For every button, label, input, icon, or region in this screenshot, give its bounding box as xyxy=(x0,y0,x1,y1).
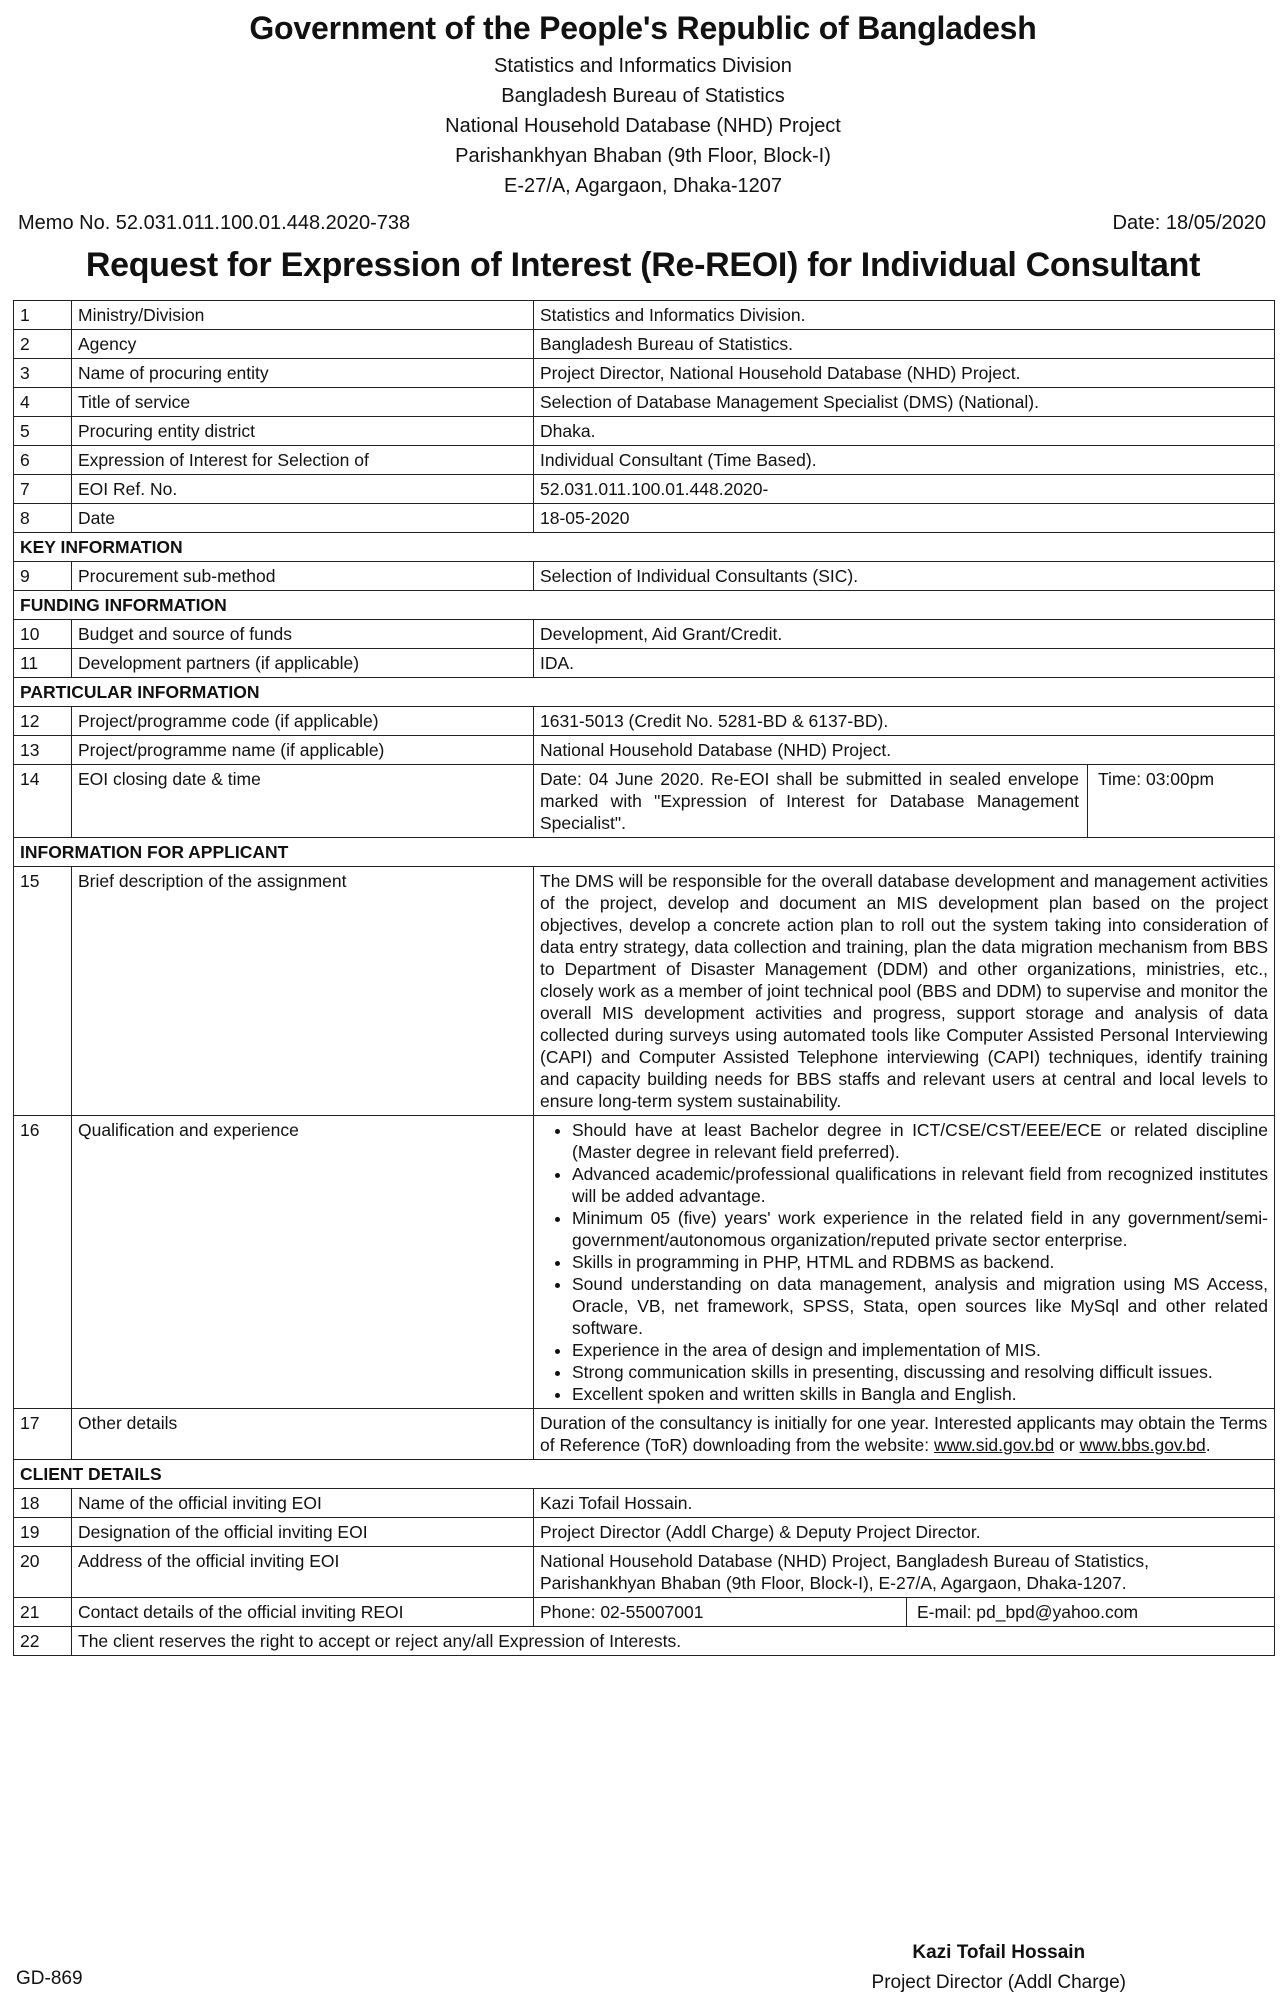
row-value: 18-05-2020 xyxy=(534,504,1275,533)
list-item: • Sound understanding on data management, analysis and migration using MS Access, Oracle, VB, net framework, SPSS, Stata, open sources like MySql and other related software. xyxy=(572,1273,1268,1339)
closing-time-text: Time: 03:00pm xyxy=(1098,769,1215,789)
row-label: Procuring entity district xyxy=(72,417,534,446)
row-label: Designation of the official inviting EOI xyxy=(72,1518,534,1547)
section-row xyxy=(14,838,1275,867)
row-value: Statistics and Informatics Division. xyxy=(534,301,1275,330)
row-value: Development, Aid Grant/Credit. xyxy=(534,620,1275,649)
signatory-name: Kazi Tofail Hossain xyxy=(912,1942,1086,1963)
row-label: Budget and source of funds xyxy=(72,620,534,649)
contact-cell xyxy=(534,1598,1275,1627)
table-row xyxy=(14,504,1275,533)
email-text: E-mail: pd_bpd@yahoo.com xyxy=(917,1602,1139,1622)
closing-cell xyxy=(534,765,1275,838)
row-label: Brief description of the assignment xyxy=(72,867,534,1116)
table-row xyxy=(14,620,1275,649)
contact-split xyxy=(540,1598,1268,1626)
qualification-cell xyxy=(534,1116,1275,1409)
table-row xyxy=(14,359,1275,388)
row-label: Other details xyxy=(72,1409,534,1460)
row-number: 13 xyxy=(14,736,72,765)
table-row xyxy=(14,475,1275,504)
signatory-title: Project Director (Addl Charge) xyxy=(871,1972,1126,1993)
row-number: 7 xyxy=(14,475,72,504)
row-number: 18 xyxy=(14,1489,72,1518)
government-title: Government of the People's Republic of Bangladesh xyxy=(249,10,1037,46)
table-row xyxy=(14,301,1275,330)
table-row xyxy=(14,1627,1275,1656)
project-line: National Household Database (NHD) Project xyxy=(445,115,841,137)
section-row xyxy=(14,1460,1275,1489)
closing-split xyxy=(540,765,1268,837)
table-row xyxy=(14,649,1275,678)
row-value: Project Director (Addl Charge) & Deputy Project Director. xyxy=(534,1518,1275,1547)
table-row xyxy=(14,867,1275,1116)
section-information-for-applicant: INFORMATION FOR APPLICANT xyxy=(14,838,1275,867)
table-row xyxy=(14,330,1275,359)
row-number: 5 xyxy=(14,417,72,446)
sid-website-link[interactable]: www.sid.gov.bd xyxy=(933,1435,1055,1455)
row-label: Name of the official inviting EOI xyxy=(72,1489,534,1518)
section-row xyxy=(14,533,1275,562)
row-number: 21 xyxy=(14,1598,72,1627)
list-item: • Strong communication skills in presenting, discussing and resolving difficult issues. xyxy=(572,1361,1268,1383)
row-label: Project/programme code (if applicable) xyxy=(72,707,534,736)
qualification-list xyxy=(540,1119,1268,1405)
other-details-text: Duration of the consultancy is initially for one year. Interested applicants may obtain the Terms of Reference (ToR) downloading from the website: xyxy=(540,1413,1268,1455)
row-value: 1631-5013 (Credit No. 5281-BD & 6137-BD). xyxy=(534,707,1275,736)
row-label: Project/programme name (if applicable) xyxy=(72,736,534,765)
row-number: 2 xyxy=(14,330,72,359)
row-label: Contact details of the official inviting REOI xyxy=(72,1598,534,1627)
letterhead xyxy=(0,0,1286,201)
phone-text: Phone: 02-55007001 xyxy=(540,1598,907,1626)
row-value: Bangladesh Bureau of Statistics. xyxy=(534,330,1275,359)
row-label: Address of the official inviting EOI xyxy=(72,1547,534,1598)
eoi-table xyxy=(13,300,1275,1656)
section-key-information: KEY INFORMATION xyxy=(14,533,1275,562)
row-label: Qualification and experience xyxy=(72,1116,534,1409)
list-item: • Excellent spoken and written skills in Bangla and English. xyxy=(572,1383,1268,1405)
table-row xyxy=(14,1409,1275,1460)
bureau-line: Bangladesh Bureau of Statistics xyxy=(501,85,785,107)
row-value: Project Director, National Household Database (NHD) Project. xyxy=(534,359,1275,388)
row-number: 8 xyxy=(14,504,72,533)
section-particular-information: PARTICULAR INFORMATION xyxy=(14,678,1275,707)
table-row xyxy=(14,707,1275,736)
row-number: 1 xyxy=(14,301,72,330)
table-row xyxy=(14,417,1275,446)
period-text: . xyxy=(1205,1435,1211,1455)
table-row xyxy=(14,736,1275,765)
row-value: Kazi Tofail Hossain. xyxy=(534,1489,1275,1518)
table-row xyxy=(14,1547,1275,1598)
row-value: National Household Database (NHD) Project, Bangladesh Bureau of Statistics, Parishankhyan Bhaban (9th Floor, Block-I), E-27/A, Agargaon, Dhaka-1207. xyxy=(534,1547,1275,1598)
client-reserves-text: The client reserves the right to accept or reject any/all Expression of Interests. xyxy=(72,1627,1275,1656)
row-number: 17 xyxy=(14,1409,72,1460)
row-label: Ministry/Division xyxy=(72,301,534,330)
row-label: Title of service xyxy=(72,388,534,417)
signature-block xyxy=(872,1938,1126,1998)
list-item: • Advanced academic/professional qualifications in relevant field from recognized institutes will be added advantage. xyxy=(572,1163,1268,1207)
other-details-cell xyxy=(534,1409,1275,1460)
section-row xyxy=(14,591,1275,620)
row-number: 22 xyxy=(14,1627,72,1656)
row-number: 3 xyxy=(14,359,72,388)
row-value: Dhaka. xyxy=(534,417,1275,446)
section-funding-information: FUNDING INFORMATION xyxy=(14,591,1275,620)
row-value: National Household Database (NHD) Project. xyxy=(534,736,1275,765)
row-label: Expression of Interest for Selection of xyxy=(72,446,534,475)
list-item: • Should have at least Bachelor degree in ICT/CSE/CST/EEE/ECE or related discipline (Master degree in relevant field preferred). xyxy=(572,1119,1268,1163)
bbs-website-link[interactable]: www.bbs.gov.bd xyxy=(1079,1435,1206,1455)
row-number: 6 xyxy=(14,446,72,475)
row-label: Name of procuring entity xyxy=(72,359,534,388)
table-row xyxy=(14,1489,1275,1518)
row-number: 15 xyxy=(14,867,72,1116)
row-label: Date xyxy=(72,504,534,533)
table-row xyxy=(14,388,1275,417)
row-label: EOI closing date & time xyxy=(72,765,534,838)
table-row xyxy=(14,1598,1275,1627)
row-number: 16 xyxy=(14,1116,72,1409)
table-row xyxy=(14,1116,1275,1409)
document-title: Request for Expression of Interest (Re-REOI) for Individual Consultant xyxy=(85,246,1201,284)
row-number: 9 xyxy=(14,562,72,591)
building-line: Parishankhyan Bhaban (9th Floor, Block-I) xyxy=(455,145,831,167)
section-row xyxy=(14,678,1275,707)
row-value: Selection of Database Management Specialist (DMS) (National). xyxy=(534,388,1275,417)
list-item: • Skills in programming in PHP, HTML and RDBMS as backend. xyxy=(572,1251,1268,1273)
row-label: Agency xyxy=(72,330,534,359)
division-line: Statistics and Informatics Division xyxy=(494,55,792,77)
row-number: 14 xyxy=(14,765,72,838)
row-value: IDA. xyxy=(534,649,1275,678)
row-number: 11 xyxy=(14,649,72,678)
or-text: or xyxy=(1059,1435,1075,1455)
section-client-details: CLIENT DETAILS xyxy=(14,1460,1275,1489)
closing-date-text: Date: 04 June 2020. Re-EOI shall be submitted in sealed envelope marked with "Expression of Interest for Database Management Specialist". xyxy=(540,765,1088,837)
assignment-description: The DMS will be responsible for the overall database development and management activities of the project, develop and document an MIS development plan based on the project objectives, develop a concrete action plan to roll out the system taking into consideration of data entry strategy, data collection and training, plan the data migration mechanism from BBS to Department of Disaster Management (DDM) and other organizations, ministries, etc., closely work as a member of joint technical pool (BBS and DDM) to supervise and monitor the overall MIS development activities and progress, support storage and analysis of data collected during surveys using automated tools like Computer Assisted Personal Interviewing (CAPI) and Computer Assisted Telephone interviewing (CAPI) techniques, identify training and capacity building needs for BBS staffs and relevant users at central and local levels to ensure long-term system sustainability. xyxy=(534,867,1275,1116)
row-number: 4 xyxy=(14,388,72,417)
row-label: Procurement sub-method xyxy=(72,562,534,591)
row-number: 19 xyxy=(14,1518,72,1547)
row-value: 52.031.011.100.01.448.2020- xyxy=(534,475,1275,504)
address-line: E-27/A, Agargaon, Dhaka-1207 xyxy=(504,175,782,197)
table-row xyxy=(14,446,1275,475)
row-value: Individual Consultant (Time Based). xyxy=(534,446,1275,475)
table-row xyxy=(14,562,1275,591)
memo-number: Memo No. 52.031.011.100.01.448.2020-738 xyxy=(18,212,411,234)
memo-row xyxy=(18,212,1266,235)
row-number: 10 xyxy=(14,620,72,649)
row-value: Selection of Individual Consultants (SIC). xyxy=(534,562,1275,591)
row-label: Development partners (if applicable) xyxy=(72,649,534,678)
row-number: 20 xyxy=(14,1547,72,1598)
gd-code: GD-869 xyxy=(16,1968,83,1989)
row-label: EOI Ref. No. xyxy=(72,475,534,504)
table-row xyxy=(14,1518,1275,1547)
row-number: 12 xyxy=(14,707,72,736)
table-row xyxy=(14,765,1275,838)
memo-date: Date: 18/05/2020 xyxy=(1112,212,1266,234)
list-item: • Minimum 05 (five) years' work experience in the related field in any government/semi-government/autonomous organization/reputed private sector enterprise. xyxy=(572,1207,1268,1251)
list-item: • Experience in the area of design and implementation of MIS. xyxy=(572,1339,1268,1361)
